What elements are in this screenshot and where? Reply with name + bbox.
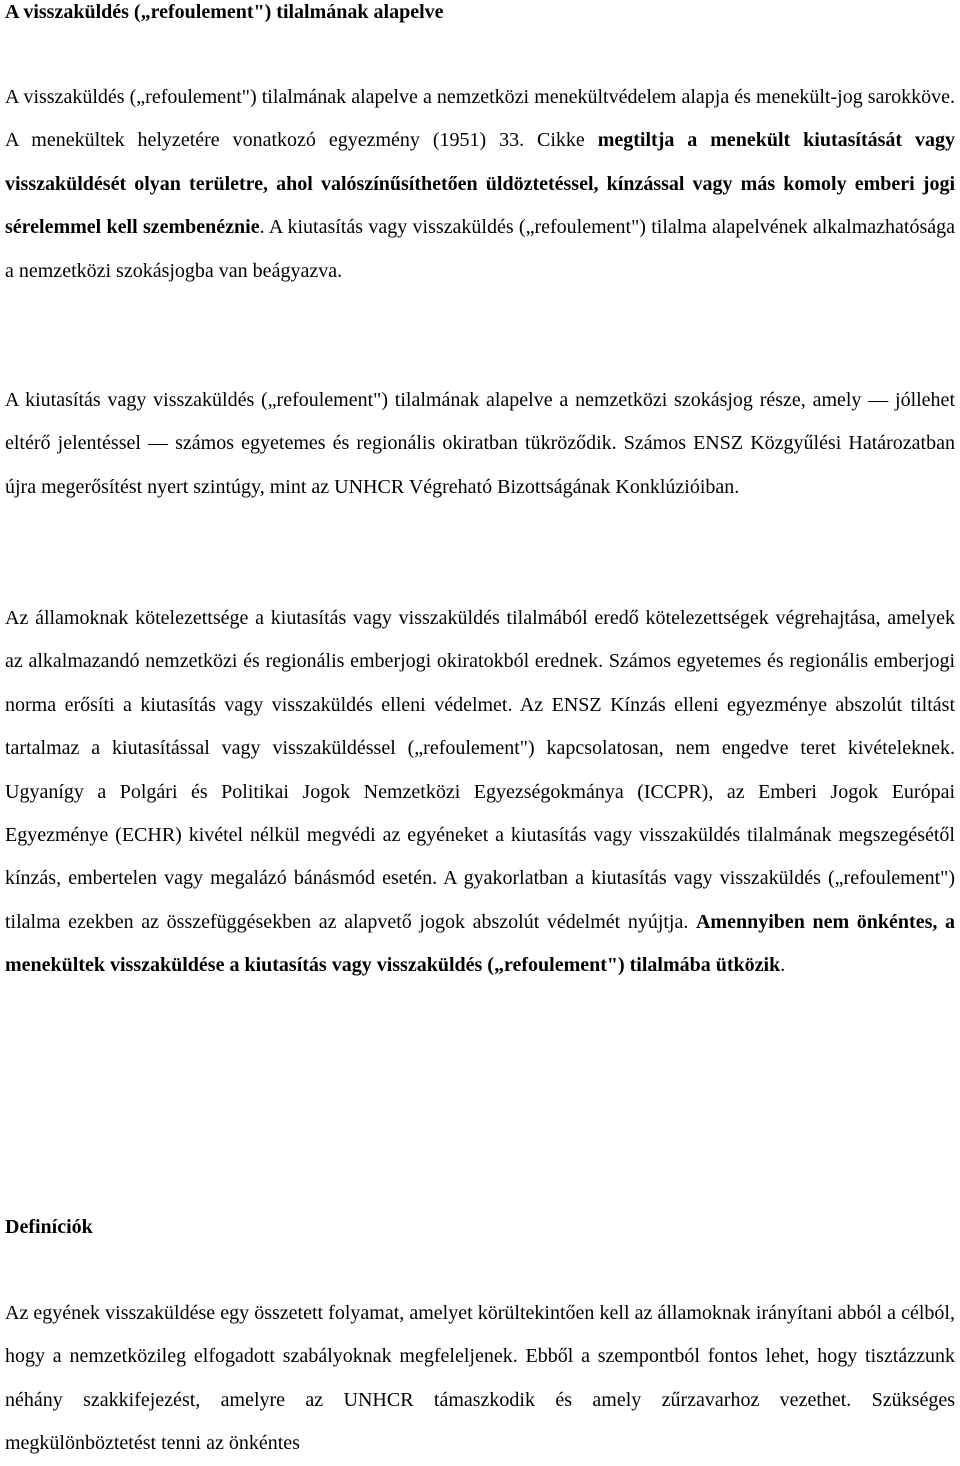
paragraph-state-obligations (5, 597, 955, 988)
section-heading-definitions: Definíciók (5, 1216, 93, 1238)
paragraph-text: . A kiutasítás vagy visszaküldés („refoulement") tilalma alapelvének alkalmazhatósága a nemzetközi szokásjogba van beágyazva. (5, 216, 956, 282)
paragraph-principle-intro (5, 76, 955, 293)
paragraph-text: . (780, 954, 786, 977)
paragraph-customary-law: A kiutasítás vagy visszaküldés („refoulement") tilalmának alapelve a nemzetközi szokásjog része, amely — jóllehet eltérő jelentéssel — számos egyetemes és regionális okiratban tükröződik. Számos ENSZ Közgyűlési Határozatban újra megerősítést nyert szintúgy, mint az UNHCR Végreható Bizottságának Konklúzióiban. (5, 389, 955, 498)
paragraph-text: A visszaküldés („refoulement") tilalmának alapelve a nemzetközi menekültvédelem alapja és menekült-jog sarokköve. A menekültek helyzetére vonatkozó egyezmény (1951) 33. Cikke (5, 86, 955, 152)
paragraph-text: Az államoknak kötelezettsége a kiutasítás vagy visszaküldés tilalmából eredő kötelezettségek végrehajtása, amelyek az alkalmazandó nemzetközi és regionális emberjogi okiratokból erednek. Számos egyetemes és regionális emberjogi norma erősíti a kiutasítás vagy visszaküldés elleni védelmet. Az ENSZ Kínzás elleni egyezménye abszolút tiltást tartalmaz a kiutasítással vagy visszaküldéssel („refoulement") kapcsolatosan, nem engedve teret kivételeknek. Ugyanígy a Polgári és Politikai Jogok Nemzetközi Egyezségokmánya (ICCPR), az Emberi Jogok Európai Egyezménye (ECHR) kivétel nélkül megvédi az egyéneket a kiutasítás vagy visszaküldés tilalmának megszegésétől kínzás, embertelen vagy megalázó bánásmód esetén. A gyakorlatban a kiutasítás vagy visszaküldés („refoulement") tilalma ezekben az összefüggésekben az alapvető jogok abszolút védelmét nyújtja. (5, 607, 955, 933)
bold-emphasis: Amennyiben nem önkéntes, a menekültek visszaküldése a kiutasítás vagy visszaküldés („refoulement") tilalmába ütközik (5, 910, 955, 977)
document-title: A visszaküldés („refoulement") tilalmának alapelve (5, 1, 444, 23)
paragraph-definitions-intro: Az egyének visszaküldése egy összetett folyamat, amelyet körültekintően kell az államoknak irányítani abból a célból, hogy a nemzetközileg elfogadott szabályoknak megfeleljenek. Ebből a szempontból fontos lehet, hogy tisztázzunk néhány szakkifejezést, amelyre az UNHCR támaszkodik és amely zűrzavarhoz vezethet. Szükséges megkülönböztetést tenni az önkéntes (5, 1302, 955, 1455)
bold-emphasis: megtiltja a menekült kiutasítását vagy visszaküldését olyan területre, ahol valószínűsíthetően üldöztetéssel, kínzással vagy más komoly emberi jogi sérelemmel kell szembenéznie (5, 129, 955, 239)
